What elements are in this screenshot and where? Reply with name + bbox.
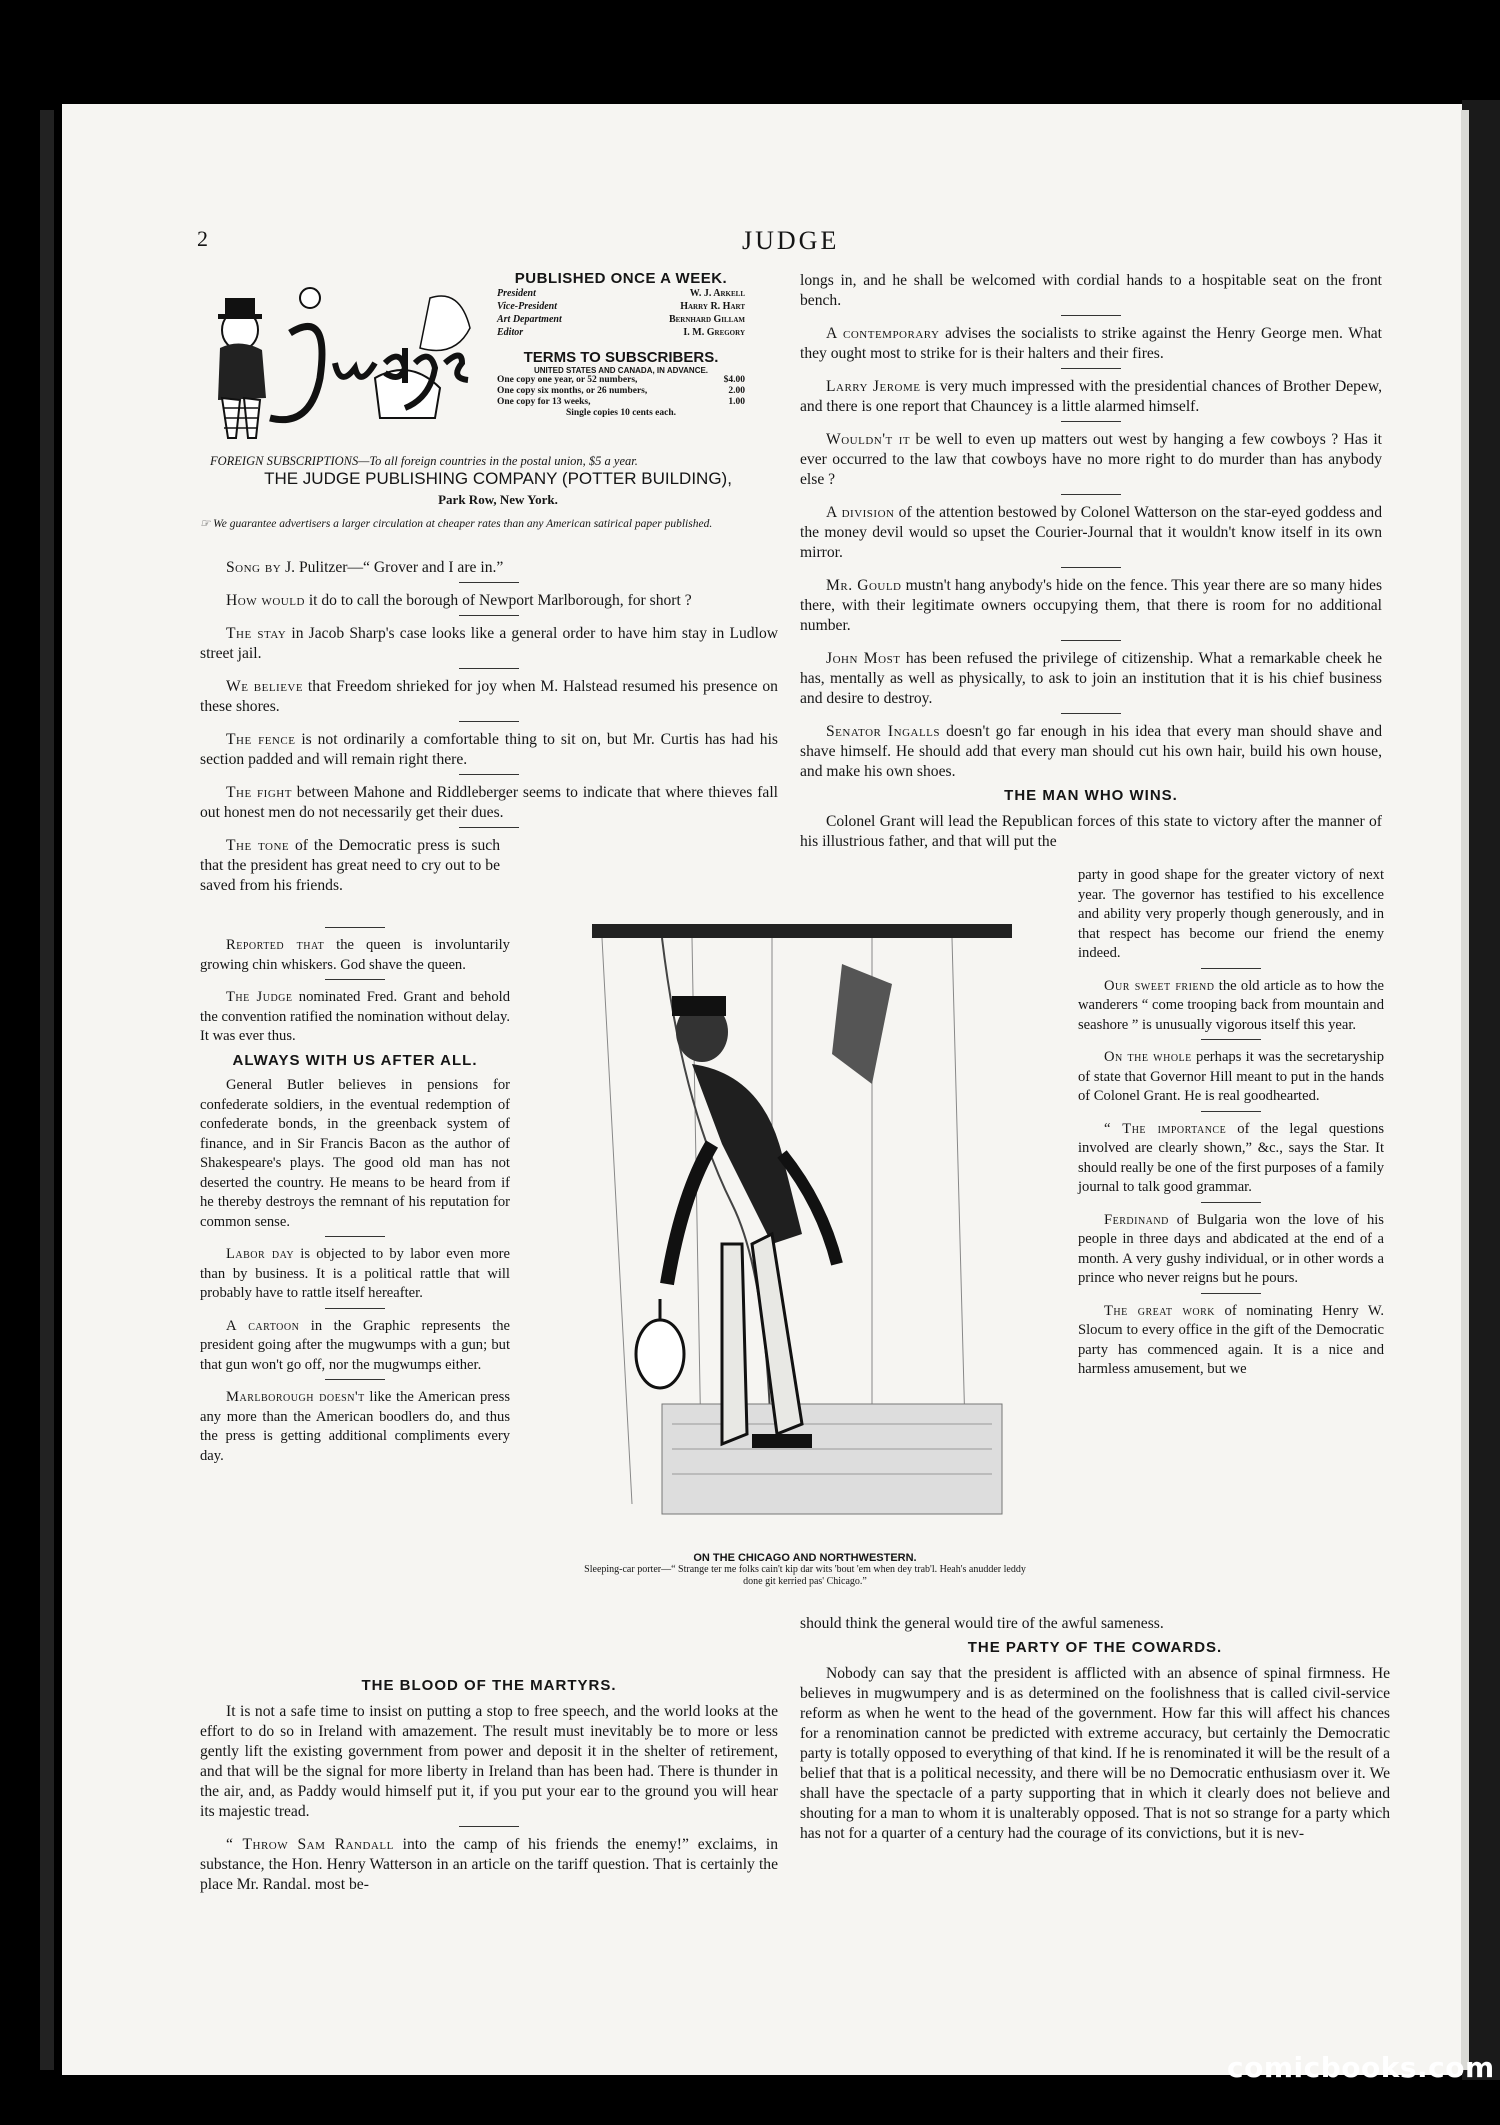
paragraph	[200, 1076, 510, 1232]
paragraph-lead: Wouldn't it	[826, 431, 911, 448]
paragraph-text: in the Graphic represents the president going after the mugwumps with a gun; but that gun won't go off, nor the mugwumps either.	[200, 1317, 510, 1373]
scan-spine-strip	[1461, 110, 1469, 2070]
paragraph-text: in Jacob Sharp's case looks like a general order to have him stay in Ludlow street jail.	[200, 625, 778, 662]
paragraph	[800, 430, 1382, 490]
paragraph-text: It is not a safe time to insist on putting a stop to free speech, and the world looks at the effort to do so in Ireland with amazement. The result must inevitably be to more or less gently lift the existing government from power and deposit it in the shelter of retirement, and that will be the signal for more liberty in Ireland than has been had. There is thunder in the air, and, as Paddy would himself put it, if you put your ear to the ground you will hear its majestic tread.	[200, 1703, 778, 1820]
paragraph-lead: The great work	[1104, 1302, 1216, 1319]
section-heading: THE PARTY OF THE COWARDS.	[967, 1639, 1223, 1656]
paragraph	[200, 730, 778, 770]
page-number: 2	[197, 226, 208, 251]
paragraph	[1078, 1302, 1384, 1380]
paragraph	[800, 324, 1382, 364]
paragraph-text: of nominating Henry W. Slocum to every office in the gift of the Democratic party has commenced again. It is a nice and harmless amusement, but we	[1078, 1302, 1384, 1377]
masthead: JUDGE	[742, 226, 840, 255]
scan-left-edge	[40, 110, 54, 2070]
paragraph	[200, 1388, 510, 1466]
publisher-box	[497, 270, 745, 418]
paragraph-lead: Song by	[226, 559, 282, 576]
paragraph-text: of the attention bestowed by Colonel Watterson on the star-eyed goddess and the money devil would so upset the Courier-Journal that it wouldn't know itself in its own mirror.	[800, 504, 1382, 561]
officer-name: W. J. Arkell	[689, 288, 745, 299]
rate-label: One copy for 13 weeks,	[497, 397, 591, 407]
rule-separator	[1061, 368, 1121, 369]
rule-separator	[1201, 1202, 1261, 1203]
paragraph-lead: On the whole	[1104, 1049, 1192, 1065]
single-copy-price: Single copies 10 cents each.	[565, 408, 677, 418]
officer-name: Harry R. Hart	[680, 301, 745, 312]
officer-role: Art Department	[497, 314, 562, 325]
paragraph-lead: Mr. Gould	[826, 577, 902, 594]
company-address: Park Row, New York.	[438, 492, 558, 507]
paragraph-text: that Freedom shrieked for joy when M. Halstead resumed his presence on these shores.	[200, 678, 778, 715]
paragraph-text: perhaps it was the secretaryship of state that Governor Hill meant to put in the hands of Colonel Grant. He is real goodhearted.	[1078, 1049, 1384, 1104]
rule-separator	[325, 927, 385, 928]
paragraph	[200, 1317, 510, 1376]
paragraph-text: General Butler believes in pensions for confederate soldiers, in the eventual redemption of confederate bonds, in the greenback system of finance, and in Sir Francis Bacon as the author of Shakespeare's plays. The good old man has not deserted the country. He means to be heard from if he thereby destroys the remnant of his reputation for common sense.	[200, 1077, 510, 1230]
martyrs-section	[200, 1674, 778, 1899]
paragraph	[800, 377, 1382, 417]
rule-separator	[459, 774, 519, 775]
paragraph-text: between Mahone and Riddleberger seems to indicate that where thieves fall out honest men do not necessarily get their dues.	[200, 784, 778, 821]
paragraph-lead: A cartoon	[226, 1317, 300, 1334]
paragraph-lead: John Most	[826, 650, 901, 667]
paragraph-text: J. Pulitzer—“ Grover and I are in.”	[281, 559, 504, 576]
rate-row	[497, 386, 745, 397]
published-weekly: PUBLISHED ONCE A WEEK.	[514, 270, 728, 287]
porter-illustration	[572, 904, 1036, 1552]
paragraph-lead: The tone	[226, 837, 290, 854]
paragraph	[200, 988, 510, 1047]
rate-price: $4.00	[723, 375, 745, 385]
paragraph	[200, 783, 778, 823]
paragraph	[200, 1702, 778, 1822]
foreign-subscriptions: FOREIGN SUBSCRIPTIONS—To all foreign countries in the postal union, $5 a year.	[210, 454, 638, 468]
site-watermark: comicbooks.com	[1227, 2051, 1495, 2084]
paragraph-text: of Bulgaria won the love of his people in three days and abdicated at the end of a month. A very gushy individual, or in other words a prince who never reigns but he pours.	[1078, 1211, 1384, 1286]
rule-separator	[1061, 713, 1121, 714]
paragraph-lead: Ferdinand	[1104, 1211, 1169, 1228]
paragraph-text: has been refused the privilege of citizenship. What a remarkable cheek he has, mentally as well as physically, to ask to join an institution that it is his chief business and desire to destroy.	[800, 650, 1383, 707]
paragraph	[200, 1835, 778, 1895]
rule-separator	[1201, 1293, 1261, 1294]
paragraph: should think the general would tire of the awful sameness.	[800, 1615, 1164, 1632]
paragraph-lead: The fight	[226, 784, 292, 801]
paragraph-text: longs in, and he shall be welcomed with cordial hands to a hospitable seat on the front bench.	[800, 272, 1382, 309]
rule-separator	[459, 721, 519, 722]
paragraph	[200, 677, 778, 717]
paragraph-text: the queen is involuntarily growing chin whiskers. God shave the queen.	[200, 937, 510, 973]
officer-row	[497, 287, 745, 300]
illustration-title: ON THE CHICAGO AND NORTHWESTERN.	[693, 1552, 917, 1564]
paragraph	[200, 936, 510, 975]
paragraph-lead: The Judge	[226, 989, 293, 1005]
advertiser-guarantee: ☞ We guarantee advertisers a larger circulation at cheaper rates than any American satirical paper published.	[200, 518, 713, 530]
paragraph-text: mustn't hang anybody's hide on the fence. This year there are so many hides there, with their legitimate owners occupying them, that there is room for no additional number.	[800, 577, 1383, 634]
rate-row	[497, 375, 745, 386]
rate-row	[497, 397, 745, 408]
paragraph	[200, 558, 778, 578]
paragraph-lead: Reported that	[226, 937, 325, 953]
rule-separator	[325, 979, 385, 980]
officer-row	[497, 326, 745, 339]
paragraph-lead: Senator Ingalls	[826, 723, 941, 740]
rule-separator	[459, 668, 519, 669]
terms-sub: UNITED STATES AND CANADA, IN ADVANCE.	[533, 366, 709, 375]
rule-separator	[1201, 1111, 1261, 1112]
paragraph	[1078, 1048, 1384, 1107]
paragraph-lead: A contemporary	[826, 325, 940, 342]
paragraph-text: like the American press any more than the American boodlers do, and thus the press is getting additional compliments every day.	[200, 1389, 510, 1464]
rule-separator	[459, 827, 519, 828]
paragraph	[1078, 1211, 1384, 1289]
rule-separator	[1061, 640, 1121, 641]
officer-row	[497, 300, 745, 313]
rule-separator	[1061, 421, 1121, 422]
section-heading: THE BLOOD OF THE MARTYRS.	[361, 1677, 617, 1694]
paragraph-text: into the camp of his friends the enemy!” exclaims, in substance, the Hon. Henry Watterson in an article on the tariff question. That is certainly the place Mr. Randal. most be-	[200, 1836, 779, 1893]
paragraph	[200, 624, 778, 664]
officer-role: President	[497, 288, 536, 299]
paragraph	[1078, 866, 1384, 964]
judge-logo	[200, 268, 500, 448]
paragraph	[800, 649, 1382, 709]
paragraph-text: of the legal questions involved are clearly shown,” &c., says the Star. It should really be one of the first purposes of a family journal to talk good grammar.	[1078, 1120, 1385, 1195]
paragraph: Colonel Grant will lead the Republican forces of this state to victory after the manner of his illustrious father, and that will put the	[800, 813, 1382, 850]
paragraph-text: nominated Fred. Grant and behold the convention ratified the nomination without delay. It was ever thus.	[200, 989, 510, 1044]
terms-title: TERMS TO SUBSCRIBERS.	[523, 349, 719, 366]
paragraph-lead: Larry Jerome	[826, 378, 921, 395]
rule-separator	[325, 1379, 385, 1380]
paragraph-text: party in good shape for the greater victory of next year. The governor has testified to his excellence and ability very properly though generously, and in that respect has become our friend the enemy indeed.	[1078, 867, 1384, 961]
paragraph-text: is very much impressed with the presidential chances of Brother Depew, and there is one report that Chauncey is a little alarmed himself.	[800, 378, 1383, 415]
left-column-top	[200, 558, 778, 900]
right-column-bottom	[800, 1614, 1390, 1848]
rule-separator	[1201, 1039, 1261, 1040]
officer-role: Vice-President	[497, 301, 557, 312]
paragraph	[800, 722, 1382, 782]
rule-separator	[1061, 567, 1121, 568]
rule-separator	[459, 615, 519, 616]
rule-separator	[1061, 494, 1121, 495]
paragraph-lead: “ Throw Sam Randall	[226, 1836, 394, 1853]
paragraph-text: advises the socialists to strike against the Henry George men. What they ought most to strike for is their halters and their fires.	[800, 325, 1382, 362]
paragraph	[1078, 1120, 1384, 1198]
paragraph-lead: We believe	[226, 678, 304, 695]
illustration-caption	[580, 1552, 1030, 1588]
paragraph-text: is not ordinarily a comfortable thing to sit on, but Mr. Curtis has had his section padded and will remain right there.	[200, 731, 778, 768]
paragraph-lead: Marlborough doesn't	[226, 1389, 365, 1405]
left-column-narrow	[200, 925, 510, 1470]
officer-name: I. M. Gregory	[683, 327, 745, 338]
paragraph-lead: The fence	[226, 731, 296, 748]
paragraph-text: it do to call the borough of Newport Marlborough, for short ?	[304, 592, 692, 609]
paragraph	[200, 591, 778, 611]
paragraph-lead: The stay	[226, 625, 287, 642]
paragraph	[1078, 977, 1384, 1036]
rate-price: 2.00	[728, 386, 745, 396]
paragraph-lead: Our sweet friend	[1104, 977, 1215, 994]
rule-separator	[459, 582, 519, 583]
officer-name: Bernhard Gillam	[668, 314, 745, 325]
paragraph: Nobody can say that the president is afflicted with an absence of spinal firmness. He believes in mugwumpery and is as determined on the foolishness that is called civil-service reform as when he went to the head of the government. How far this will affect his chances for a renomination cannot be predicted with extreme accuracy, but certainly the Democratic party is totally opposed to everything of that kind. If he is renominated it will be the result of a belief that that is a political necessity, and there will be no Democratic enthusiasm over it. We shall have the spectacle of a party supporting that in which it clearly does not believe and shouting for a man to whom it is unalterably opposed. That is not so strange for a party which has not for a quarter of a century had the courage of its convictions, but it is nev-	[800, 1665, 1390, 1842]
officer-role: Editor	[497, 327, 524, 338]
paragraph-text: the old article as to how the wanderers “ come trooping back from mountain and seashore ” is unusually vigorous itself this year.	[1078, 977, 1384, 1033]
section-heading: ALWAYS WITH US AFTER ALL.	[232, 1051, 478, 1069]
rule-separator	[325, 1236, 385, 1237]
paragraph-lead: A division	[826, 504, 895, 521]
rate-label: One copy one year, or 52 numbers,	[497, 375, 638, 385]
rule-separator	[459, 1826, 519, 1827]
rate-price: 1.00	[728, 397, 745, 407]
paragraph	[800, 271, 1382, 311]
rule-separator	[325, 1308, 385, 1309]
illustration-dialogue: Sleeping-car porter—“ Strange ter me folks cain't kip dar wits 'bout 'em when dey trab'l. Heah's anudder leddy done git kerried pas' Chicago.”	[584, 1564, 1026, 1587]
rule-separator	[1061, 315, 1121, 316]
rule-separator	[1201, 968, 1261, 969]
paragraph-text: is objected to by labor even more than by business. It is a political rattle that will probably have to rattle itself hereafter.	[200, 1246, 511, 1301]
paragraph	[800, 503, 1382, 563]
paragraph	[800, 576, 1382, 636]
section-heading: THE MAN WHO WINS.	[1004, 787, 1178, 804]
rate-label: One copy six months, or 26 numbers,	[497, 386, 648, 396]
paragraph-lead: Labor day	[226, 1246, 295, 1262]
paragraph-lead: How would	[226, 592, 305, 609]
paragraph	[200, 1245, 510, 1304]
officer-row	[497, 313, 745, 326]
paragraph	[200, 836, 500, 896]
paragraph-text: of the Democratic press is such that the president has great need to cry out to be saved from his friends.	[200, 837, 500, 894]
paragraph-text: be well to even up matters out west by hanging a few cowboys ? Has it ever occurred to the law that cowboys have no more right to do murder than has anybody else ?	[800, 431, 1382, 488]
right-column-top	[800, 271, 1382, 856]
paragraph-text: doesn't go far enough in his idea that every man should shave and shave himself. He should add that every man should cut his own hair, build his own house, and make his own shoes.	[800, 723, 1382, 780]
right-column-narrow	[1078, 866, 1384, 1384]
paragraph-lead: “ The importance	[1104, 1120, 1227, 1137]
publishing-company: THE JUDGE PUBLISHING COMPANY (POTTER BUILDING),	[264, 469, 732, 488]
